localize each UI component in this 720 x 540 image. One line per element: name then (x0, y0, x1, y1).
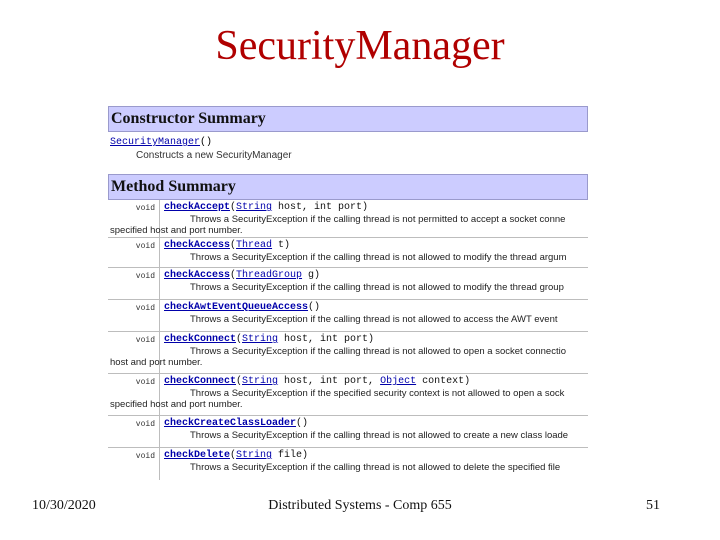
javadoc-screenshot (108, 106, 588, 490)
constructor-params: () (200, 137, 213, 148)
param-type-link[interactable]: ThreadGroup (236, 270, 303, 281)
param-type-link[interactable]: String (242, 334, 279, 345)
method-return-type: void (108, 448, 160, 480)
method-body (160, 300, 588, 331)
method-return-type: void (108, 268, 160, 299)
method-sig-pre: ( (236, 334, 243, 345)
method-sig-pre: ( (236, 376, 243, 387)
method-row (108, 200, 588, 238)
method-row (108, 416, 588, 448)
method-return-type: void (108, 200, 160, 237)
method-row (108, 238, 588, 268)
constructor-summary-header: Constructor Summary (108, 106, 588, 132)
method-signature (164, 302, 588, 313)
method-row (108, 268, 588, 300)
method-sig-pre: () (296, 418, 309, 429)
method-description: Throws a SecurityException if the specified security context is not allowed to open a sock (190, 388, 565, 399)
param-type-link[interactable]: String (236, 450, 273, 461)
method-signature (164, 240, 588, 251)
method-body (160, 238, 588, 267)
method-sig-pre: ( (230, 270, 237, 281)
method-row (108, 332, 588, 374)
method-sig-post: host, int port) (272, 202, 369, 213)
method-return-type: void (108, 332, 160, 373)
method-link[interactable]: checkConnect (164, 376, 237, 387)
method-signature (164, 334, 588, 345)
method-sig-post: t) (272, 240, 291, 251)
method-row (108, 300, 588, 332)
method-description: Throws a SecurityException if the calling thread is not permitted to accept a socket conne (190, 214, 566, 225)
param-type-link[interactable]: String (236, 202, 273, 213)
method-summary-header: Method Summary (108, 174, 588, 200)
method-description: Throws a SecurityException if the calling thread is not allowed to access the AWT event (190, 314, 558, 325)
method-link[interactable]: checkDelete (164, 450, 231, 461)
method-return-type: void (108, 416, 160, 447)
method-description: Throws a SecurityException if the calling thread is not allowed to delete the specified file (190, 462, 561, 473)
method-row (108, 448, 588, 480)
param-type-link[interactable]: Thread (236, 240, 273, 251)
slide-title: SecurityManager (215, 23, 505, 69)
constructor-link[interactable]: SecurityManager (110, 137, 201, 148)
method-description-cont: host and port number. (110, 357, 203, 368)
method-description: Throws a SecurityException if the calling thread is not allowed to modify the thread group (190, 282, 564, 293)
method-description-cont: specified host and port number. (110, 225, 243, 236)
param-type-link[interactable]: Object (380, 376, 417, 387)
method-signature (164, 376, 588, 387)
method-list (108, 200, 588, 480)
method-return-type: void (108, 238, 160, 267)
method-sig-pre: ( (230, 240, 237, 251)
method-sig-post: host, int port, (278, 376, 381, 387)
method-sig-post: file) (272, 450, 309, 461)
method-body (160, 416, 588, 447)
footer-page-number: 51 (646, 498, 660, 513)
method-link[interactable]: checkAccess (164, 240, 231, 251)
method-description-cont: specified host and port number. (110, 399, 243, 410)
method-row (108, 374, 588, 416)
method-link[interactable]: checkAwtEventQueueAccess (164, 302, 309, 313)
method-sig-post: context) (416, 376, 471, 387)
method-return-type: void (108, 374, 160, 415)
param-type-link[interactable]: String (242, 376, 279, 387)
method-signature (164, 270, 588, 281)
method-sig-post: g) (302, 270, 321, 281)
constructor-description: Constructs a new SecurityManager (136, 150, 292, 161)
method-sig-post: host, int port) (278, 334, 375, 345)
method-link[interactable]: checkAccept (164, 202, 231, 213)
method-body (160, 268, 588, 299)
method-return-type: void (108, 300, 160, 331)
footer-date: 10/30/2020 (32, 498, 96, 513)
method-sig-pre: () (308, 302, 321, 313)
method-link[interactable]: checkConnect (164, 334, 237, 345)
method-signature (164, 202, 588, 213)
method-sig-pre: ( (230, 450, 237, 461)
method-sig-pre: ( (230, 202, 237, 213)
method-description: Throws a SecurityException if the calling thread is not allowed to modify the thread argum (190, 252, 567, 263)
method-description: Throws a SecurityException if the calling thread is not allowed to create a new class loade (190, 430, 569, 441)
method-signature (164, 418, 588, 429)
method-signature (164, 450, 588, 461)
constructor-entry (108, 132, 588, 174)
footer-course: Distributed Systems - Comp 655 (268, 498, 452, 513)
method-body (160, 448, 588, 480)
method-link[interactable]: checkCreateClassLoader (164, 418, 297, 429)
method-description: Throws a SecurityException if the calling thread is not allowed to open a socket connectio (190, 346, 566, 357)
method-link[interactable]: checkAccess (164, 270, 231, 281)
